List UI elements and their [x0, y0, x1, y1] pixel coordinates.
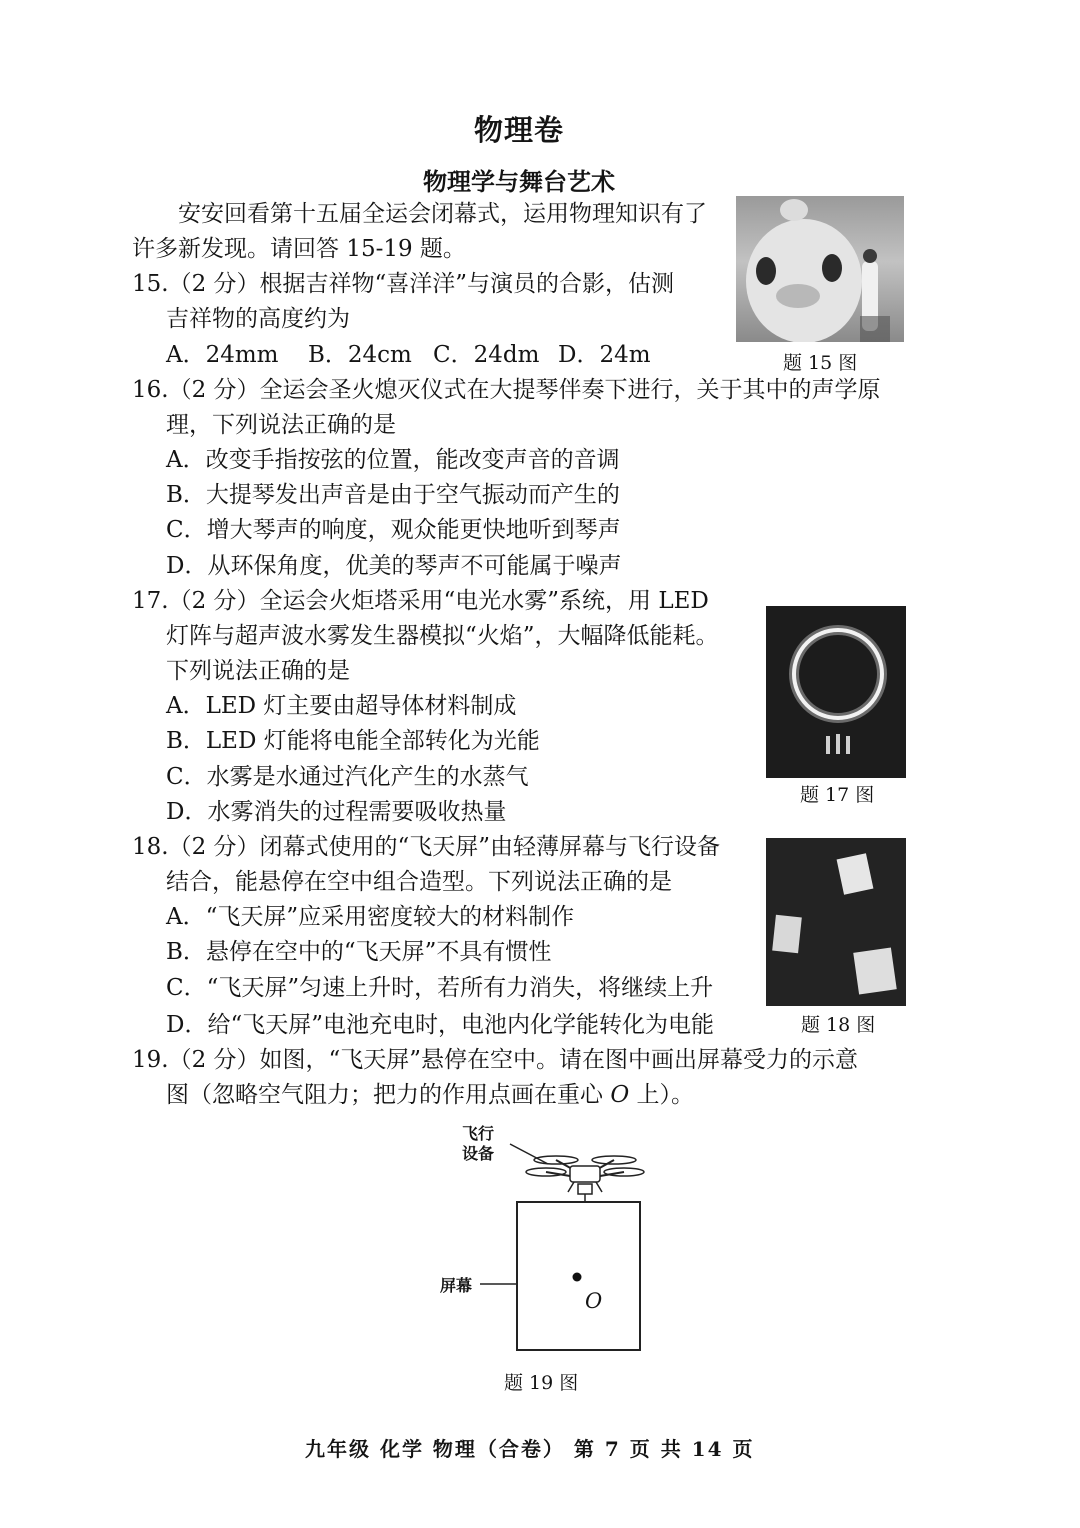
performer-head: [863, 249, 877, 263]
q15-option-b: B．24cm: [308, 342, 412, 368]
q19-line-2: [166, 1078, 694, 1112]
mascot-mouth: [776, 284, 820, 308]
q17-option-d: D．水雾消失的过程需要吸收热量: [166, 799, 507, 825]
q17-option-c: C．水雾是水通过汽化产生的水蒸气: [166, 764, 529, 790]
q19-line-2-text-b: 上）。: [629, 1082, 694, 1108]
q16-option-d: D．从环保角度，优美的琴声不可能属于噪声: [166, 553, 622, 579]
device-leader-line: [510, 1144, 548, 1164]
q17-line-1: 17.（2 分）全运会火炬塔采用“电光水雾”系统，用 LED: [132, 588, 709, 614]
mascot-left-eye: [756, 257, 776, 285]
mascot-photo: [736, 196, 904, 342]
label-screen: 屏幕: [440, 1276, 473, 1295]
q18-option-a: A．“飞天屏”应采用密度较大的材料制作: [166, 904, 575, 930]
mascot-photo-illustration: [736, 196, 904, 342]
label-flying-device-line-2: 设备: [462, 1144, 495, 1163]
mascot-tuft: [780, 199, 808, 221]
performer-shadow: [860, 316, 890, 342]
q15-line-1: 15.（2 分）根据吉祥物“喜洋洋”与演员的合影，估测: [132, 271, 675, 297]
q19-line-2-text-a: 图（忽略空气阻力；把力的作用点画在重心: [166, 1082, 611, 1108]
q15-option-a: A．24mm: [166, 342, 279, 368]
torch-ring: [794, 630, 882, 718]
center-of-gravity-point: [573, 1273, 582, 1282]
q19-diagram: [470, 1130, 670, 1356]
q17-line-3: 下列说法正确的是: [166, 658, 350, 684]
q18-option-c: C．“飞天屏”匀速上升时，若所有力消失，将继续上升: [166, 975, 714, 1001]
q16-line-2: 理，下列说法正确的是: [166, 412, 396, 438]
mascot-right-eye: [822, 254, 842, 282]
q17-option-b: B．LED 灯能将电能全部转化为光能: [166, 728, 540, 754]
q19-line-1: 19.（2 分）如图，“飞天屏”悬停在空中。请在图中画出屏幕受力的示意: [132, 1047, 859, 1073]
q19-figure-caption: 题 19 图: [504, 1372, 579, 1394]
flying-screen-illustration: [766, 838, 906, 1006]
intro-line-2: 许多新发现。请回答 15-19 题。: [132, 236, 466, 262]
center-of-gravity-label: O: [585, 1289, 603, 1313]
section-title: 物理学与舞台艺术: [423, 167, 615, 196]
q18-option-d: D．给“飞天屏”电池充电时，电池内化学能转化为电能: [166, 1012, 714, 1038]
page-title: 物理卷: [474, 113, 565, 147]
page-footer: 九年级 化学 物理（合卷） 第 7 页 共 14 页: [305, 1437, 755, 1461]
q16-option-b: B．大提琴发出声音是由于空气振动而产生的: [166, 482, 620, 508]
q17-figure-caption: 题 17 图: [800, 784, 875, 806]
q18-line-1: 18.（2 分）闭幕式使用的“飞天屏”由轻薄屏幕与飞行设备: [132, 834, 721, 860]
q19-line-2-o: O: [610, 1082, 630, 1108]
q15-figure-caption: 题 15 图: [783, 352, 858, 374]
light-column-3: [846, 736, 850, 754]
light-column-2: [836, 734, 840, 754]
q17-option-a: A．LED 灯主要由超导体材料制成: [166, 693, 517, 719]
flying-screen-photo: [766, 838, 906, 1006]
flying-screen-3: [853, 948, 896, 995]
q16-option-c: C．增大琴声的响度，观众能更快地听到琴声: [166, 517, 621, 543]
light-column-1: [826, 736, 830, 754]
intro-line-1: 安安回看第十五届全运会闭幕式，运用物理知识有了: [178, 201, 707, 227]
q15-line-2: 吉祥物的高度约为: [166, 306, 350, 332]
q16-option-a: A．改变手指按弦的位置，能改变声音的音调: [166, 447, 620, 473]
torch-tower-photo: [766, 606, 906, 778]
flying-screen-1: [837, 853, 874, 894]
q17-line-2: 灯阵与超声波水雾发生器模拟“火焰”，大幅降低能耗。: [166, 623, 719, 649]
label-flying-device-line-1: 飞行: [462, 1124, 495, 1143]
q18-option-b: B．悬停在空中的“飞天屏”不具有惯性: [166, 939, 552, 965]
q16-line-1: 16.（2 分）全运会圣火熄灭仪式在大提琴伴奏下进行，关于其中的声学原: [132, 377, 881, 403]
q18-figure-caption: 题 18 图: [801, 1014, 876, 1036]
q15-option-c: C．24dm: [433, 342, 540, 368]
torch-tower-illustration: [766, 606, 906, 778]
q18-line-2: 结合，能悬停在空中组合造型。下列说法正确的是: [166, 869, 672, 895]
q15-option-d: D．24m: [558, 342, 651, 368]
flying-screen-2: [772, 915, 802, 954]
